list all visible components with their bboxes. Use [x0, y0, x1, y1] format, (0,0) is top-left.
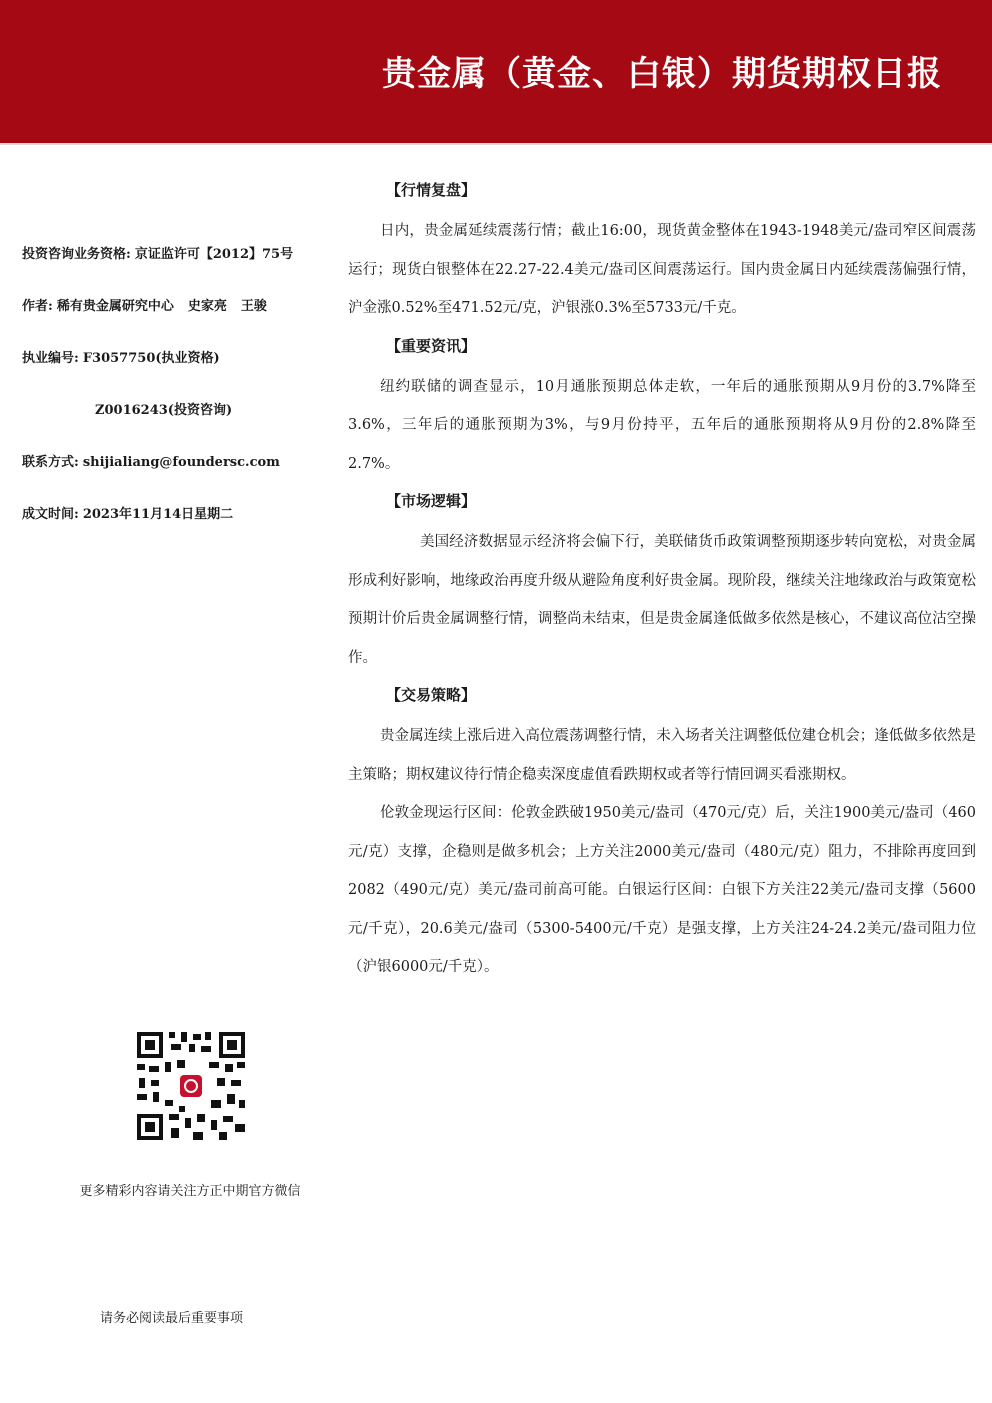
- report-title: 贵金属（黄金、白银）期货期权日报: [382, 54, 942, 94]
- section-heading-trading-strategy: 【交易策略】: [386, 686, 477, 704]
- date-label: 成文时间:: [22, 507, 79, 522]
- license-row-2: [95, 399, 232, 418]
- section-heading-market-logic: 【市场逻辑】: [386, 492, 477, 510]
- license-label: 执业编号:: [22, 351, 79, 366]
- author-label: 作者:: [22, 299, 53, 314]
- license-value-2: Z0016243(投资咨询): [95, 403, 233, 418]
- qualification-label: 投资咨询业务资格:: [22, 247, 131, 262]
- qualification-value: 京证监许可【2012】75号: [134, 247, 294, 262]
- report-body: [348, 178, 976, 987]
- section-heading-market-review: 【行情复盘】: [386, 181, 477, 199]
- paragraph-market-review: 日内，贵金属延续震荡行情；截止16:00，现货黄金整体在1943-1948美元/盎司窄区间震荡运行；现货白银整体在22.27-22.4美元/盎司区间震荡运行。国内贵金属日内延续震荡偏强行情，沪金涨0.52%至471.52元/克，沪银涨0.3%至5733元/千克。: [348, 223, 976, 316]
- author-org: 稀有贵金属研究中心: [56, 299, 174, 314]
- contact-email[interactable]: shijialiang@foundersc.com: [82, 455, 280, 470]
- contact-label: 联系方式:: [22, 455, 79, 470]
- license-value-1: F3057750(执业资格): [82, 351, 220, 366]
- author-name-1: 史家亮: [187, 299, 227, 314]
- paragraph-trading-strategy: 贵金属连续上涨后进入高位震荡调整行情，未入场者关注调整低位建仓机会；逢低做多依然是主策略；期权建议待行情企稳卖深度虚值看跌期权或者等行情回调买看涨期权。: [348, 728, 976, 783]
- paragraph-key-news: 纽约联储的调查显示，10月通胀预期总体走软，一年后的通胀预期从9月份的3.7%降至3.6%，三年后的通胀预期为3%，与9月份持平，五年后的通胀预期将从9月份的2.8%降至2.7%。: [348, 378, 976, 472]
- license-row: [22, 347, 220, 366]
- qr-caption: 更多精彩内容请关注方正中期官方微信: [79, 1184, 301, 1199]
- author-row: [22, 295, 267, 314]
- paragraph-price-ranges: 伦敦金现运行区间：伦敦金跌破1950美元/盎司（470元/克）后，关注1900美元/盎司（460元/克）支撑，企稳则是做多机会；上方关注2000美元/盎司（480元/克）阻力，不排除再度回到2082（490元/克）美元/盎司前高可能。白银运行区间：白银下方关注22美元/盎司支撑（5600元/千克），20.6美元/盎司（5300-5400元/千克）是强支撑，上方关注24-24.2美元/盎司阻力位（沪银6000元/千克）。: [348, 805, 976, 975]
- date-row: [22, 503, 233, 522]
- wechat-qr-code-icon: [135, 1030, 247, 1142]
- author-name-2: 王骏: [240, 299, 267, 314]
- paragraph-market-logic: 美国经济数据显示经济将会偏下行，美联储货币政策调整预期逐步转向宽松，对贵金属形成利好影响，地缘政治再度升级从避险角度利好贵金属。现阶段，继续关注地缘政治与政策宽松预期计价后贵金属调整行情，调整尚未结束，但是贵金属逢低做多依然是核心，不建议高位沽空操作。: [348, 534, 976, 666]
- date-value: 2023年11月14日星期二: [82, 507, 234, 522]
- contact-row: [22, 451, 280, 470]
- qualification-row: [22, 243, 293, 262]
- section-heading-key-news: 【重要资讯】: [386, 336, 477, 355]
- header-banner: [0, 0, 992, 143]
- banner-divider: [0, 143, 992, 145]
- footer-note: 请务必阅读最后重要事项: [100, 1311, 244, 1326]
